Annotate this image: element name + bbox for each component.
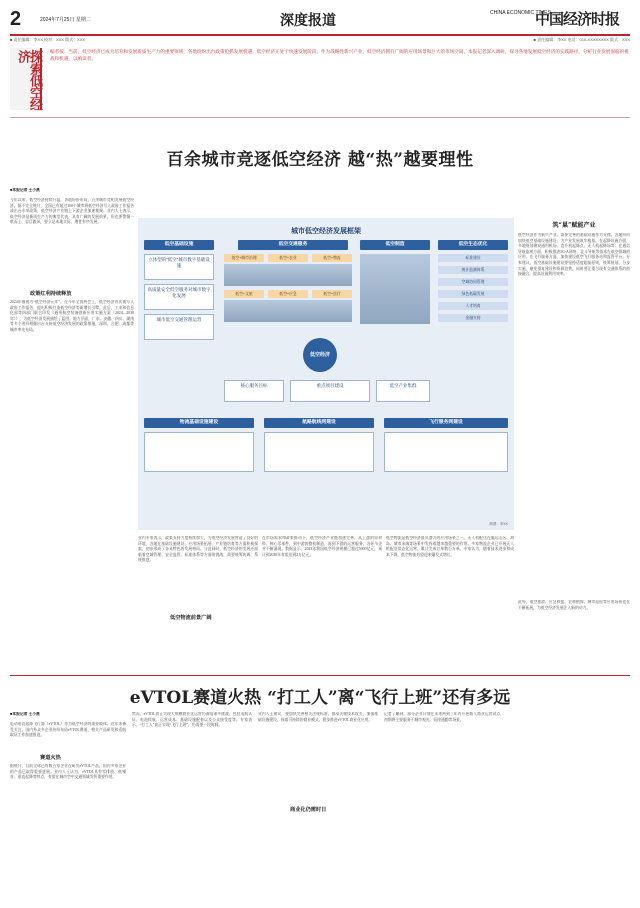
ig-photo-evtol [360,254,430,324]
article1-col1: 今年以来，低空经济持续升温，各地纷纷布局，百余城市竞相发展低空经济。据不完全统计，全国已有超过100个城市将低空经济写入政府工作报告或出台专项政策，低空经济产业链上下游企业加速集聚。业内人士表示，低空经济是新质生产力的典型代表，具有广阔的发展前景，但也要警惕一哄而上、盲目跟风，要立足本地实际，理性有序发展。 [10,198,134,225]
ig-bottom-box-2 [384,432,508,472]
ig-head-transport: 低空交通服务 [238,240,348,250]
ig-core: 低空经济 [303,338,337,372]
article2-byline [10,712,126,722]
ig-key-2 [376,380,430,402]
ig-key-1 [290,380,370,402]
article1-col2: 业内专家表示，政策支持力度持续加大，为低空经济发展营造了良好的环境，各地在基础设施建设、应用场景拓展、产业链培育等方面积极探索，初步形成了各具特色的发展格局。与此同时，低空经济的发展还面临着空域管理、安全监管、标准体系等方面的挑战，需要统筹协调、系统推进。 [138,536,258,563]
ig-key-2-text: 低空产业集群 [389,383,417,388]
infographic [138,218,514,530]
ig-right-0: 标准建设 [438,254,508,262]
paper-name-en: CHINA ECONOMIC TIMES [490,10,551,16]
article1-col1b: 2024年被视为“低空经济元年”。在今年全国两会上，低空经济首次被写入政府工作报告，提出积极打造低空经济等新增长引擎。此后，工业和信息化部等四部门联合印发《通用航空装备创新应用实施方案（2024—2030年）》，为低空经济发展描绘了蓝图。地方层面，广东、安徽、四川、湖南等多个省份相继出台支持低空经济发展的政策措施，深圳、合肥、成都等城市率先布局。 [10,300,134,332]
editor-right: ■ 责任编辑：李XX 电话：010-XXXXXXXX 版式：XXX [533,37,630,42]
article2-col2: 据统计，目前全球已有数百家企业在研发eVTOL产品，国内多家企业的产品已取得重要进展。业内人士认为，eVTOL具有零排放、低噪音、垂直起降等特点，有望在城市空中交通领域发挥重要作用。 [10,764,126,780]
ig-mid-4: 低空+应急 [268,290,308,298]
ig-right-5: 金融支持 [438,314,508,322]
date-line: 2024年7月25日 星期二 [40,17,91,23]
sidebar [518,220,630,660]
ig-bottom-box-0 [144,432,254,472]
ig-right-1: 统计监测体系 [438,266,508,274]
page-header [10,6,630,36]
intro-box [10,48,630,118]
ig-photo-aircraft [224,300,352,322]
sidebar-text: 低空经济作为新兴产业，需要完善的基础设施作为支撑。各地纷纷加快低空基础设施建设，为产业发展筑牢根基。在起降设施方面，多地规划建设通用机场、直升机起降点、无人机起降场等；在通信导航监视方面，积极推进5G-A网络、北斗导航等技术在低空领域的应用；在飞行服务方面，加快建设低空飞行服务站和监管平台。专家建议，低空基础设施建设要坚持适度超前原则，统筹规划、分步实施，避免重复建设和资源浪费，同时要注重与现有交通体系的衔接融合，提高设施利用效率。 [518,233,630,277]
ig-credit: 制图：李XX [489,522,508,526]
article2-headline: eVTOL赛道火热 “打工人”离“飞行上班”还有多远 [129,688,511,708]
ig-mid-0: 低空+城市治理 [224,254,264,262]
ig-mid-2: 低空+物流 [312,254,352,262]
article1-subhead1: 政策红利持续释放 [30,291,72,297]
paper-logo: 中国经济时报 [535,10,620,28]
header-rule [10,34,630,36]
ig-right-3: 绿色低碳发展 [438,290,508,298]
ig-head-manufacturing: 低空制造 [360,240,430,250]
ig-item-left-0-text: 立体型的“低空”城市数字基础设施 [148,257,210,268]
section-title: 深度报道 [280,12,336,28]
ig-bottom-0: 物流基础设施建设 [144,418,254,428]
ig-right-4: 人才培育 [438,302,508,310]
ig-key-0 [224,380,284,402]
article2-col4: 业内人士建议，要加快完善相关法规标准，推动关键技术攻关，加强基础设施建设，探索可持续的商业模式，稳步推进eVTOL商业化应用。 [258,712,378,722]
article1-col5: 此外，低空旅游、应急救援、农林植保、城市巡检等应用场景也在不断拓展，为低空经济发展注入新的动力。 [518,600,630,610]
section-divider [10,675,630,676]
column-title-text: 探索低空经济 [15,50,42,110]
ig-key-1-text: 重点项目建设 [316,383,344,388]
ig-item-left-1-text: 高质量安全低空服务对城市数字化发展 [147,287,211,298]
ig-bottom-1: 航路航线网建设 [264,418,374,428]
article1-col4: 低空物流是低空经济最具潜力的应用场景之一。无人机配送在偏远山区、海岛、城市末端等场景中发挥着越来越重要的作用。多家物流企业已开展无人机配送常态化运营，累计完成订单数百万单。专家认为，随着技术进步和成本下降，低空物流有望迎来爆发式增长。 [386,536,514,557]
article2-col1: 电动垂直起降飞行器（eVTOL）作为低空经济的重要载体，近年来备受关注。国内外众多企业纷纷布局eVTOL赛道，相关产品研发和适航取证工作加速推进。 [10,722,126,738]
article2-byline-text: ■本报记者 王小燕 [10,712,40,716]
ig-right-2: 空域协同管理 [438,278,508,286]
article2-subhead2: 商业化仍需时日 [290,807,327,813]
page-number: 2 [10,8,22,30]
ig-item-left-1 [144,284,214,310]
ig-mid-1: 低空+农业 [268,254,308,262]
ig-mid-3: 低空+文旅 [224,290,264,298]
ig-bottom-box-1 [264,432,374,472]
article1-col3: 在市场需求和政策推动下，低空经济产业链加速完善。从上游的原材料、核心零部件，到中游的整机制造，再到下游的运营服务，各环节企业不断涌现。数据显示，2023年我国低空经济规模已超过5000亿元，预计到2030年有望达到2万亿元。 [262,536,382,557]
sidebar-title: 筑“巢”赋能产业 [552,222,596,229]
ig-key-0-text: 核心服务目标 [240,383,268,388]
article1-subhead2: 低空物流前景广阔 [170,615,212,621]
ig-bottom-2: 飞行服务网建设 [384,418,508,428]
article1-byline-text: ■本报记者 王小燕 [10,188,40,192]
ig-photo-drones [224,264,352,286]
article1-headline: 百余城市竞逐低空经济 越“热”越要理性 [166,150,474,170]
column-title [10,48,42,110]
editor-note: 编者按：当前，低空经济已成为培育和发展新质生产力的重要领域，各地纷纷出台政策抢抓发展机遇，低空经济正处于快速发展阶段。作为战略性新兴产业，低空经济拥有广阔的应用场景和巨大的市场空间。本报记者深入调研，探寻各地发展低空经济的实践路径，分析行业发展面临的挑战和机遇，以飨读者。 [50,49,629,61]
editor-left: ■ 责任编辑：李XX 校对：XXX 版式：XXX [10,37,86,42]
ig-item-left-0 [144,254,214,280]
article2-col3: 然而，eVTOL真正实现大规模商业化运营仍面临诸多挑战，包括适航认证、电池续航、运营成本、基础设施配套以及公众接受度等。专家表示，“打工人”真正实现“飞行上班”，仍需要一段时间。 [132,712,252,728]
ig-head-ecosystem: 低空生态优化 [438,240,508,250]
ig-item-left-2 [144,314,214,340]
article2-col5: 记者了解到，部分企业计划在未来两到三年内开展载人商业运营试点，初期将主要服务于城市观光、短途通勤等场景。 [384,712,504,722]
ig-mid-5: 低空+医疗 [312,290,352,298]
infographic-title: 城市低空经济发展框架 [291,228,361,235]
ig-head-infra: 低空基础设施 [144,240,214,250]
ig-item-left-2-text: 城市低空交通管理运营 [156,317,202,322]
article2-subhead1: 赛道火热 [40,755,61,761]
